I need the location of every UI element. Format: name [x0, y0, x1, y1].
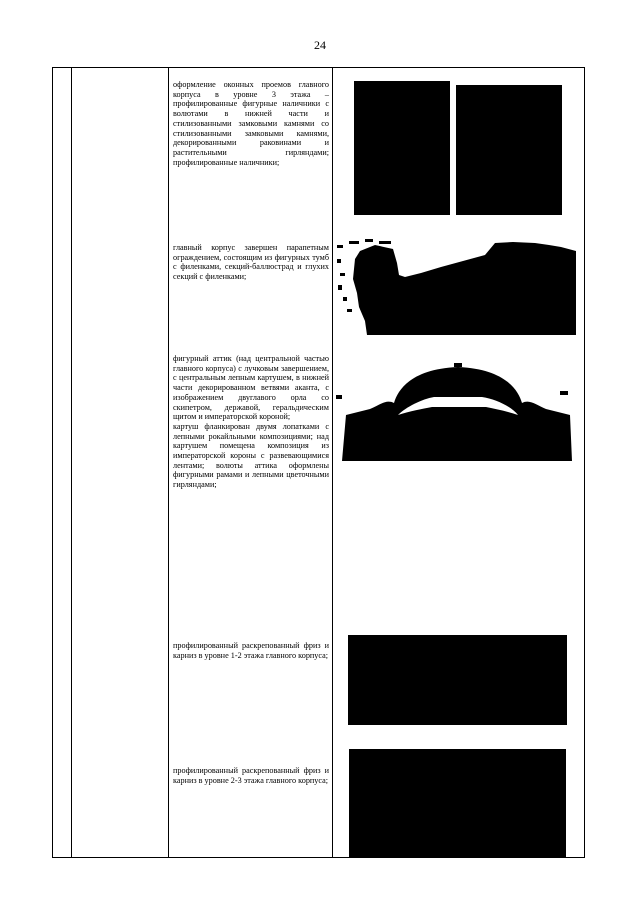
attic-image — [336, 363, 580, 461]
content-table — [52, 67, 585, 858]
table-row-description — [173, 354, 329, 490]
window-surround-image-left — [354, 81, 450, 215]
frieze-1-2-image — [348, 635, 567, 725]
description-text: профилированный раскрепованный фриз и карниз в уровне 2-3 этажа главного корпуса; — [173, 766, 329, 785]
table-top-border — [52, 67, 585, 68]
table-bottom-border — [52, 857, 585, 858]
column-border — [168, 67, 169, 858]
table-row-description — [173, 641, 329, 660]
description-text: главный корпус завершен парапетным ограждением, состоящим из фигурных тумб с филенками, секций-баллюстрад и глухих секций с филенками; — [173, 243, 329, 282]
page-number: 24 — [314, 38, 326, 52]
description-text: фигурный аттик (над центральной частью главного корпуса) с лучковым завершением, с центральным лепным картушем, в нижней части декорированном ветвями аканта, с изображением двуглавого орла со скипетром, державой, геральдическим щитом и императорской короной; — [173, 354, 329, 422]
column-border — [584, 67, 585, 858]
table-row-description — [173, 243, 329, 282]
column-border — [71, 67, 72, 858]
column-border — [52, 67, 53, 858]
table-row-description — [173, 766, 329, 785]
window-surround-image-right — [456, 85, 562, 215]
description-text: оформление оконных проемов главного корпуса в уровне 3 этажа – профилированные фигурные наличники с волютами в нижней части и стилизованными замковыми камнями со стилизованными замковыми камнями, декорированными раковинами и растительными гирляндами; профилированные наличники; — [173, 80, 329, 167]
parapet-image — [335, 237, 577, 335]
description-text-continuation: картуш фланкирован двумя лопатками с лепными рокайльными композициями; над картушем помещена композиция из императорской короны с развевающимися лентами; волюты аттика оформлены фигурными рамами и лепными цветочными гирляндами; — [173, 421, 329, 490]
description-text: профилированный раскрепованный фриз и карниз в уровне 1-2 этажа главного корпуса; — [173, 641, 329, 660]
column-border — [332, 67, 333, 858]
table-row-description — [173, 80, 329, 167]
frieze-2-3-image — [349, 749, 566, 857]
